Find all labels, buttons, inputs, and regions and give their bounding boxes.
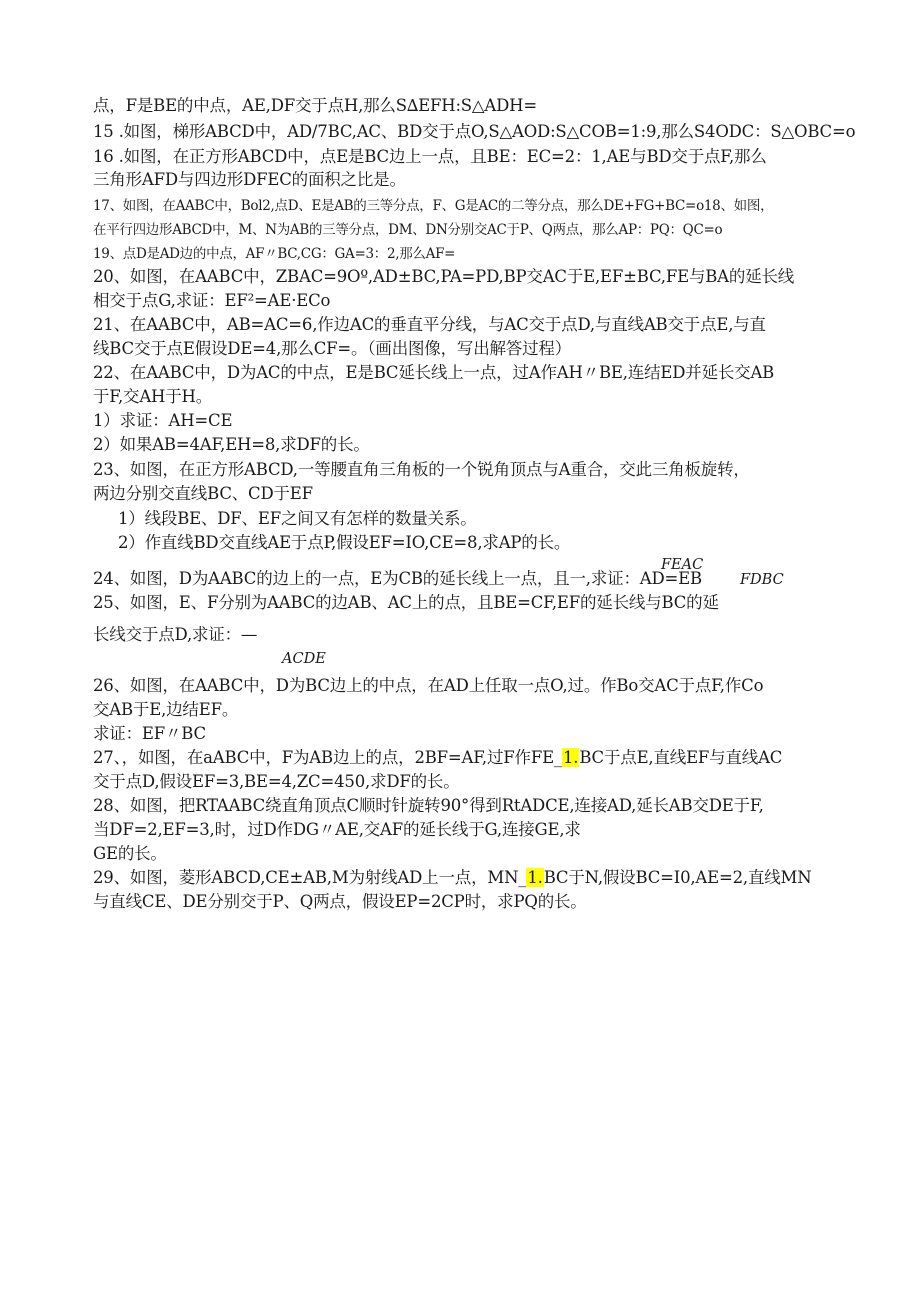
text-line: 22、在AABC中，D为AC的中点，E是BC延长线上一点，过A作AH〃BE,连结ED并延长交AB — [93, 363, 775, 382]
text-line: 25、如图，E、F分别为AABC的边AB、AC上的点，且BE=CF,EF的延长线与BC的延 — [93, 593, 719, 612]
text-line — [93, 867, 812, 889]
fraction-numerator: FEAC — [661, 557, 704, 573]
text-line: 交于点D,假设EF=3,BE=4,ZC=450,求DF的长。 — [93, 772, 460, 791]
highlighted-text: 1. — [562, 748, 579, 767]
text-line: 三角形AFD与四边形DFEC的面积之比是。 — [93, 170, 406, 189]
line-text: BC于点E,直线EF与直线AC — [579, 748, 783, 767]
text-line: 26、如图，在AABC中，D为BC边上的中点，在AD上任取一点O,过。作Bo交AC于点F,作Co — [93, 676, 764, 695]
line-text: 27、，如图，在aABC中，F为AB边上的点，2BF=AF,过F作FE_ — [93, 748, 562, 767]
line-text: 29、如图，菱形ABCD,CE±AB,M为射线AD上一点，MN_ — [93, 868, 527, 887]
text-line: 1）线段BE、DF、EF之间又有怎样的数量关系。 — [118, 509, 477, 528]
text-line: 当DF=2,EF=3,时，过D作DG〃AE,交AF的延长线于G,连接GE,求 — [93, 820, 581, 839]
text-line: 在平行四边形ABCD中，M、N为AB的三等分点，DM、DN分别交AC于P、Q两点，那么AP：PQ：QC=o — [93, 222, 723, 238]
text-line: 交AB于E,边结EF。 — [93, 700, 239, 719]
line-text: BC于N,假设BC=I0,AE=2,直线MN — [543, 868, 812, 887]
text-line: 1）求证：AH=CE — [93, 411, 233, 430]
highlighted-text: 1. — [527, 868, 543, 887]
text-line: 点，F是BE的中点，AE,DF交于点H,那么S∆EFH:S△ADH= — [93, 96, 537, 115]
text-line: 19、点D是AD边的中点，AF〃BC,CG：GA=3：2,那么AF= — [93, 246, 456, 262]
text-line: 两边分别交直线BC、CD于EF — [93, 484, 313, 503]
text-line: 2）作直线BD交直线AE于点P,假设EF=IO,CE=8,求AP的长。 — [118, 533, 571, 552]
text-line: 23、如图，在正方形ABCD,一等腰直角三角板的一个锐角顶点与A重合，交此三角板旋转， — [93, 460, 750, 479]
text-line: 长线交于点D,求证：— — [93, 625, 258, 644]
text-line: 2）如果AB=4AF,EH=8,求DF的长。 — [93, 435, 370, 454]
text-line: GE的长。 — [93, 844, 167, 863]
text-line: 与直线CE、DE分别交于P、Q两点，假设EP=2CP时，求PQ的长。 — [93, 892, 587, 911]
text-line: 24、如图，D为AABC的边上的一点，E为CB的延长线上一点，且一,求证：AD=EB — [93, 569, 702, 588]
text-line: 20、如图，在AABC中，ZBAC=9Oº,AD±BC,PA=PD,BP交AC于E,EF±BC,FE与BA的延长线 — [93, 267, 795, 286]
text-line: 15 .如图，梯形ABCD中，AD/7BC,AC、BD交于点O,S△AOD:S△COB=1:9,那么S4ODC：S△OBC=o — [93, 122, 856, 141]
fraction-denominator: FDBC — [740, 572, 784, 588]
text-line: 21、在AABC中，AB=AC=6,作边AC的垂直平分线，与AC交于点D,与直线AB交于点E,与直 — [93, 315, 766, 334]
text-line: 相交于点G,求证：EF²=AE·ECo — [93, 291, 331, 310]
text-line: 线BC交于点E假设DE=4,那么CF=。（画出图像，写出解答过程） — [93, 339, 571, 358]
text-line: 17、如图，在AABC中，Bol2,点D、E是AB的三等分点，F、G是AC的二等分点，那么DE+FG+BC=o18、如图， — [93, 198, 774, 214]
text-line: 16 .如图，在正方形ABCD中，点E是BC边上一点，且BE：EC=2：1,AE与BD交于点F,那么 — [93, 147, 767, 166]
text-line: 于F,交AH于H。 — [93, 387, 213, 406]
fraction-denominator: ACDE — [282, 651, 326, 667]
text-line — [93, 747, 782, 769]
text-line: 28、如图，把RTAABC绕直角顶点C顺时针旋转90°得到RtADCE,连接AD,延长AB交DE于F, — [93, 796, 764, 815]
text-line: 求证：EF〃BC — [93, 724, 206, 743]
